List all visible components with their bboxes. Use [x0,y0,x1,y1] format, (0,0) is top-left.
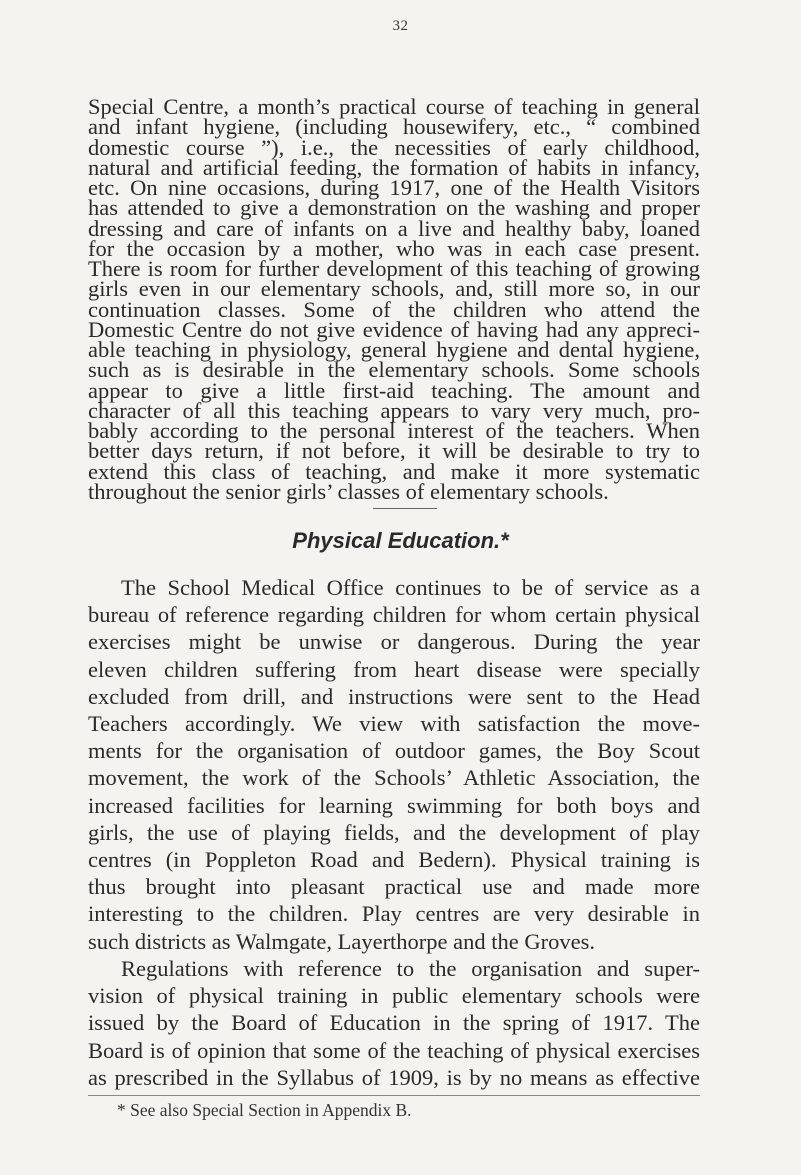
text-line: as prescribed in the Syllabus of 1909, is by no means as effective [88,1065,700,1090]
text-line: better days return, if not before, it will be desirable to try to [88,438,700,463]
text-line: bably according to the personal interest of the teachers. When [88,418,700,443]
text-line: able teaching in physiology, general hygiene and dental hygiene, [88,337,700,362]
text-line: centres (in Poppleton Road and Bedern). Physical training is [88,847,700,872]
page-number: 32 [392,18,409,34]
text-line: Board is of opinion that some of the teaching of physical exercises [88,1038,700,1063]
text-line: interesting to the children. Play centres are very desirable in [88,901,700,926]
text-line: dressing and care of infants on a live and healthy baby, loaned [88,216,700,241]
text-line: character of all this teaching appears to vary very much, pro- [88,398,700,423]
text-line: has attended to give a demonstration on the washing and proper [88,195,700,220]
text-line: such districts as Walmgate, Layerthorpe and the Groves. [88,929,595,954]
text-line: vision of physical training in public elementary schools were [88,983,700,1008]
text-line: continuation classes. Some of the children who attend the [88,297,700,322]
text-line: There is room for further development of this teaching of growing [88,256,700,281]
text-line: natural and artificial feeding, the formation of habits in infancy, [88,155,700,180]
text-line: domestic course ”), i.e., the necessities of early childhood, [88,135,700,160]
text-line: extend this class of teaching, and make it more systematic [88,459,700,484]
section-heading: Physical Education.* [292,528,509,553]
text-line: Domestic Centre do not give evidence of having had any appreci- [88,317,700,342]
text-line: excluded from drill, and instructions were sent to the Head [88,684,700,709]
text-line: increased facilities for learning swimming for both boys and [88,793,700,818]
footnote-divider [88,1095,700,1096]
text-line: bureau of reference regarding children for whom certain physical [88,602,700,627]
text-line: exercises might be unwise or dangerous. During the year [88,629,700,654]
text-line: appear to give a little first-aid teaching. The amount and [88,378,700,403]
text-line: issued by the Board of Education in the spring of 1917. The [88,1010,700,1035]
text-line: The School Medical Office continues to be of service as a [121,575,700,600]
text-line: ments for the organisation of outdoor games, the Boy Scout [88,738,700,763]
text-line: thus brought into pleasant practical use and made more [88,874,700,899]
footnote: * See also Special Section in Appendix B. [117,1100,412,1120]
text-line: girls even in our elementary schools, and, still more so, in our [88,276,700,301]
text-line: such as is desirable in the elementary schools. Some schools [88,357,700,382]
text-line: for the occasion by a mother, who was in each case present. [88,236,700,261]
text-line: eleven children suffering from heart disease were specially [88,657,700,682]
text-line: movement, the work of the Schools’ Athletic Association, the [88,765,700,790]
section-divider [373,508,437,509]
text-line: Teachers accordingly. We view with satisfaction the move- [88,711,700,736]
text-line: and infant hygiene, (including housewifery, etc., “ combined [88,114,700,139]
text-line: Regulations with reference to the organisation and super- [121,956,700,981]
text-line: etc. On nine occasions, during 1917, one of the Health Visitors [88,175,700,200]
text-line: throughout the senior girls’ classes of elementary schools. [88,479,609,504]
text-line: Special Centre, a month’s practical course of teaching in general [88,94,700,119]
text-line: girls, the use of playing fields, and the development of play [88,820,700,845]
